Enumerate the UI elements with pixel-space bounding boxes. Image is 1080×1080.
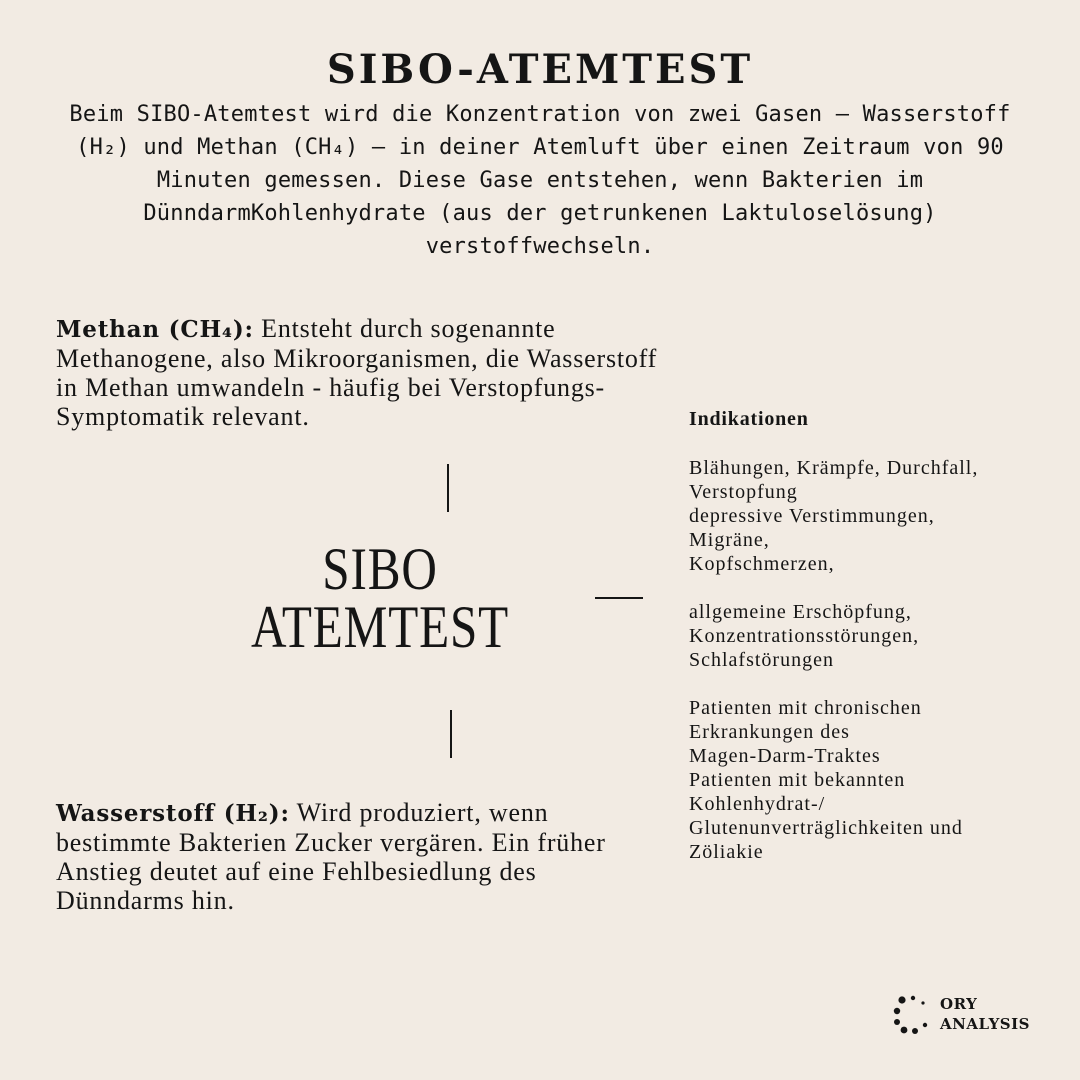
methan-description	[56, 314, 676, 431]
center-title-line1: SIBO	[322, 536, 438, 602]
connector-line-right	[595, 597, 643, 599]
wasserstoff-label: Wasserstoff (H₂):	[56, 800, 290, 827]
wasserstoff-description	[56, 798, 616, 915]
methan-label: Methan (CH₄):	[56, 316, 254, 343]
intro-paragraph: Beim SIBO-Atemtest wird die Konzentration von zwei Gasen – Wasserstoff (H₂) und Methan (CH₄) – in deiner Atemluft über einen Zeitraum von 90 Minuten gemessen. Diese Gase entstehen, wenn Bakterien im DünndarmKohlenhydrate (aus der getrunkenen Laktuloselösung) verstoffwechseln.	[69, 102, 1011, 259]
logo-line2: ANALYSIS	[940, 1015, 1030, 1033]
logo-wordmark	[940, 994, 1030, 1034]
methan-text: Entsteht durch sogenannte Methanogene, also Mikroorganismen, die Wasserstoff in Methan umwandeln - häufig bei Verstopfungs-Symptomatik relevant.	[56, 314, 658, 431]
indication-group: allgemeine Erschöpfung, Konzentrationsstörungen, Schlafstörungen	[689, 601, 920, 671]
center-title-line2: ATEMTEST	[250, 594, 510, 660]
logo-line1: ORY	[940, 995, 978, 1013]
indications-heading: Indikationen	[689, 408, 809, 430]
wasserstoff-text: Wird produziert, wenn bestimmte Bakterien Zucker vergären. Ein früher Anstieg deutet auf eine Fehlbesiedlung des Dünndarms hin.	[56, 798, 606, 915]
indications-list	[689, 456, 1059, 888]
connector-line-bottom	[450, 710, 452, 758]
connector-line-top	[447, 464, 449, 512]
brand-logo	[893, 994, 1043, 1034]
dotted-circle-icon	[893, 994, 933, 1034]
center-title	[216, 536, 544, 660]
indication-group: Patienten mit chronischen Erkrankungen des Magen-Darm-Traktes Patienten mit bekannten Kohlenhydrat-/ Glutenunverträglichkeiten und Zöliakie	[689, 697, 963, 863]
page-title: SIBO-ATEMTEST	[326, 46, 754, 93]
indication-group: Blähungen, Krämpfe, Durchfall, Verstopfung depressive Verstimmungen, Migräne, Kopfschmerzen,	[689, 457, 979, 575]
